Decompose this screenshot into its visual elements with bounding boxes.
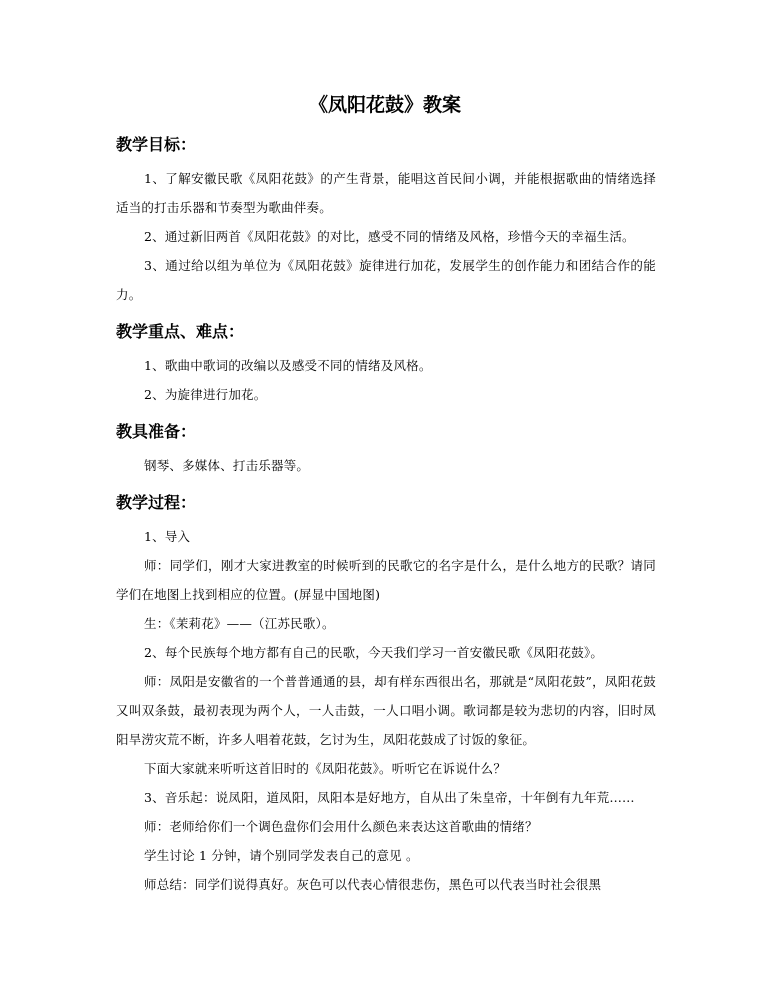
paragraph: 生：《茉莉花》——（江苏民歌）。 [144,616,335,631]
paragraph: 2、通过新旧两首《凤阳花鼓》的对比，感受不同的情绪及风格，珍惜今天的幸福生活。 [144,229,635,244]
document-body [116,130,656,899]
paragraph: 2、每个民族每个地方都有自己的民歌，今天我们学习一首安徽民歌《凤阳花鼓》。 [144,645,604,660]
paragraph: 2、为旋律进行加花。 [144,387,267,402]
paragraph: 钢琴、多媒体、打击乐器等。 [144,458,310,473]
paragraph: 1、歌曲中歌词的改编以及感受不同的情绪及风格。 [144,358,432,373]
paragraph: 1、了解安徽民歌《凤阳花鼓》的产生背景，能唱这首民间小调，并能根据歌曲的情绪选择适当的打击乐器和节奏型为歌曲伴奏。 [116,171,656,215]
section-heading: 教学目标： [116,135,197,154]
section-process [116,488,656,899]
paragraph: 师：同学们，刚才大家进教室的时候听到的民歌它的名字是什么，是什么地方的民歌？请同学们在地图上找到相应的位置。(屏显中国地图) [116,558,656,602]
paragraph: 师总结：同学们说得真好。灰色可以代表心情很悲伤，黑色可以代表当时社会很黑 [144,877,602,892]
section-heading: 教学过程： [116,493,197,512]
paragraph: 1、导入 [144,529,191,544]
section-heading: 教学重点、难点： [116,322,245,341]
section-objectives [116,130,656,309]
section-heading: 教具准备： [116,422,197,441]
section-key-points [116,317,656,409]
paragraph: 师：凤阳是安徽省的一个普普通通的县，却有样东西很出名，那就是“凤阳花鼓”，凤阳花鼓又叫双条鼓，最初表现为两个人，一人击鼓，一人口唱小调。歌词都是较为悲切的内容，旧时凤阳旱涝灾荒不断，许多人唱着花鼓，乞讨为生，凤阳花鼓成了讨饭的象征。 [116,674,656,747]
paragraph: 3、音乐起：说凤阳，道凤阳，凤阳本是好地方，自从出了朱皇帝，十年倒有九年荒…… [144,790,635,805]
paragraph: 下面大家就来听听这首旧时的《凤阳花鼓》。听听它在诉说什么？ [144,761,507,776]
paragraph: 学生讨论 1 分钟，请个别同学发表自己的意见 。 [144,848,419,863]
section-materials [116,417,656,480]
document-title: 《凤阳花鼓》教案 [308,94,461,116]
paragraph: 3、通过给以组为单位为《凤阳花鼓》旋律进行加花，发展学生的创作能力和团结合作的能力。 [116,258,656,302]
paragraph: 师：老师给你们一个调色盘你们会用什么颜色来表达这首歌曲的情绪？ [144,819,538,834]
